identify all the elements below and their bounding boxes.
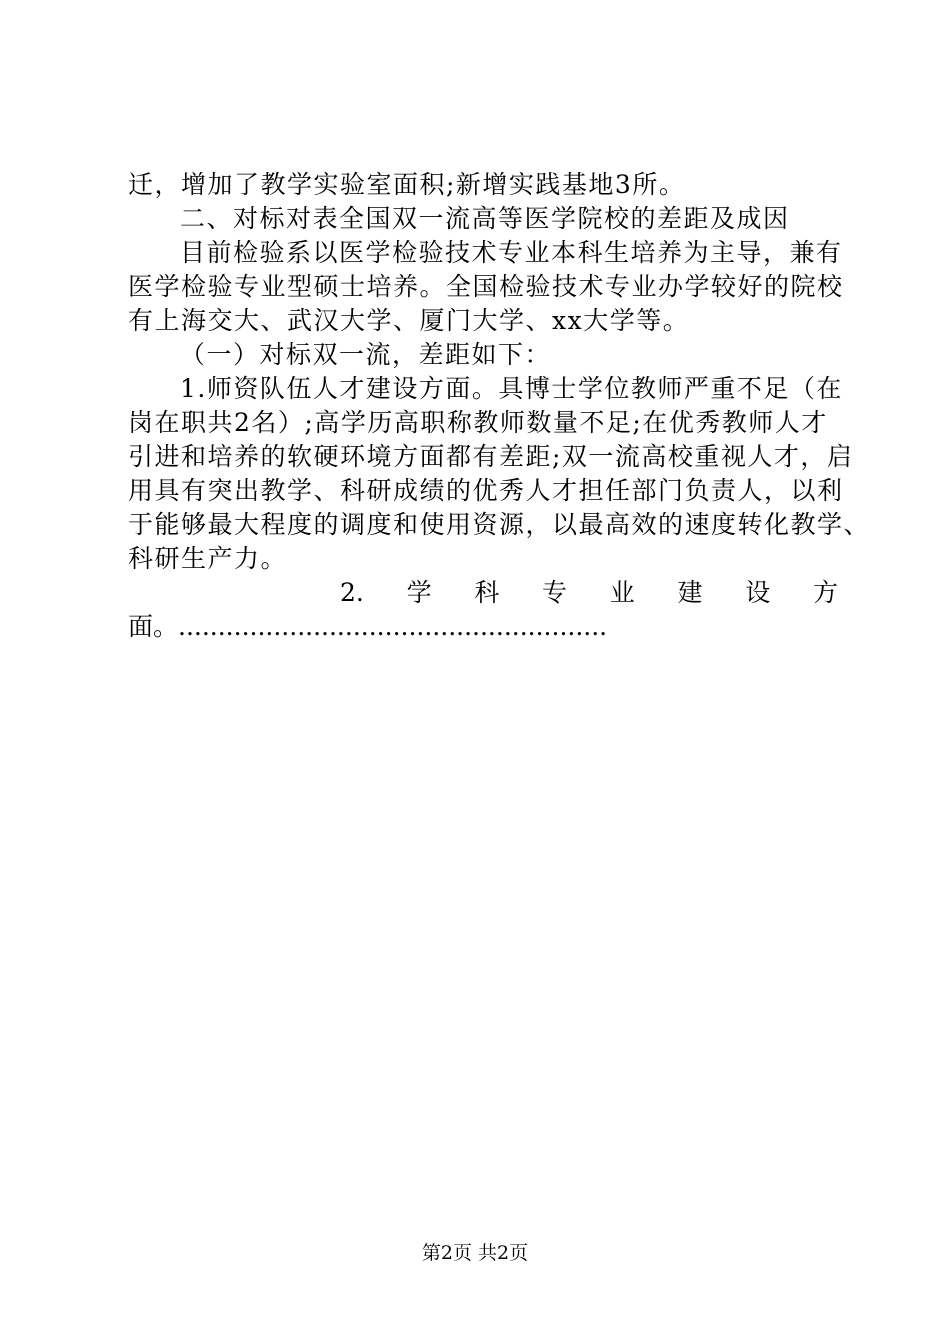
- section-heading: 二、对标对表全国双一流高等医学院校的差距及成因: [180, 204, 790, 233]
- paragraph-line: 迁，增加了教学实验室面积;新增实践基地3所。: [128, 170, 686, 199]
- paragraph-line: 于能够最大程度的调度和使用资源，以最高效的速度转化教学、: [128, 510, 871, 539]
- paragraph-line: 医学检验专业型硕士培养。全国检验技术专业办学较好的院校: [128, 272, 844, 301]
- spread-char: 建: [677, 578, 703, 607]
- paragraph-line: 有上海交大、武汉大学、厦门大学、xx大学等。: [128, 306, 690, 335]
- truncated-line: 面。......................................................: [128, 612, 608, 641]
- paragraph-line: 用具有突出教学、科研成绩的优秀人才担任部门负责人，以利: [128, 476, 844, 505]
- spread-char: 专: [542, 578, 568, 607]
- paragraph-line: 引进和培养的软硬环境方面都有差距;双一流高校重视人才，启: [128, 442, 854, 471]
- page-footer: 第2页 共2页: [421, 1242, 529, 1264]
- spread-char: 业: [609, 578, 635, 607]
- spread-char: 学: [406, 578, 432, 607]
- justified-heading-line: [128, 578, 838, 608]
- spread-char: 方: [812, 578, 838, 607]
- paragraph-line: 岗在职共2名）;高学历高职称教师数量不足;在优秀教师人才: [128, 408, 828, 437]
- paragraph-line: 科研生产力。: [128, 544, 288, 573]
- paragraph-line: 1.师资队伍人才建设方面。具博士学位教师严重不足（在: [180, 374, 843, 403]
- spread-char: 2.: [340, 578, 364, 607]
- paragraph-line: 目前检验系以医学检验技术专业本科生培养为主导，兼有: [180, 238, 843, 267]
- subsection-heading: （一）对标双一流，差距如下：: [180, 340, 552, 369]
- spread-char: 设: [745, 578, 771, 607]
- spread-char: 科: [474, 578, 500, 607]
